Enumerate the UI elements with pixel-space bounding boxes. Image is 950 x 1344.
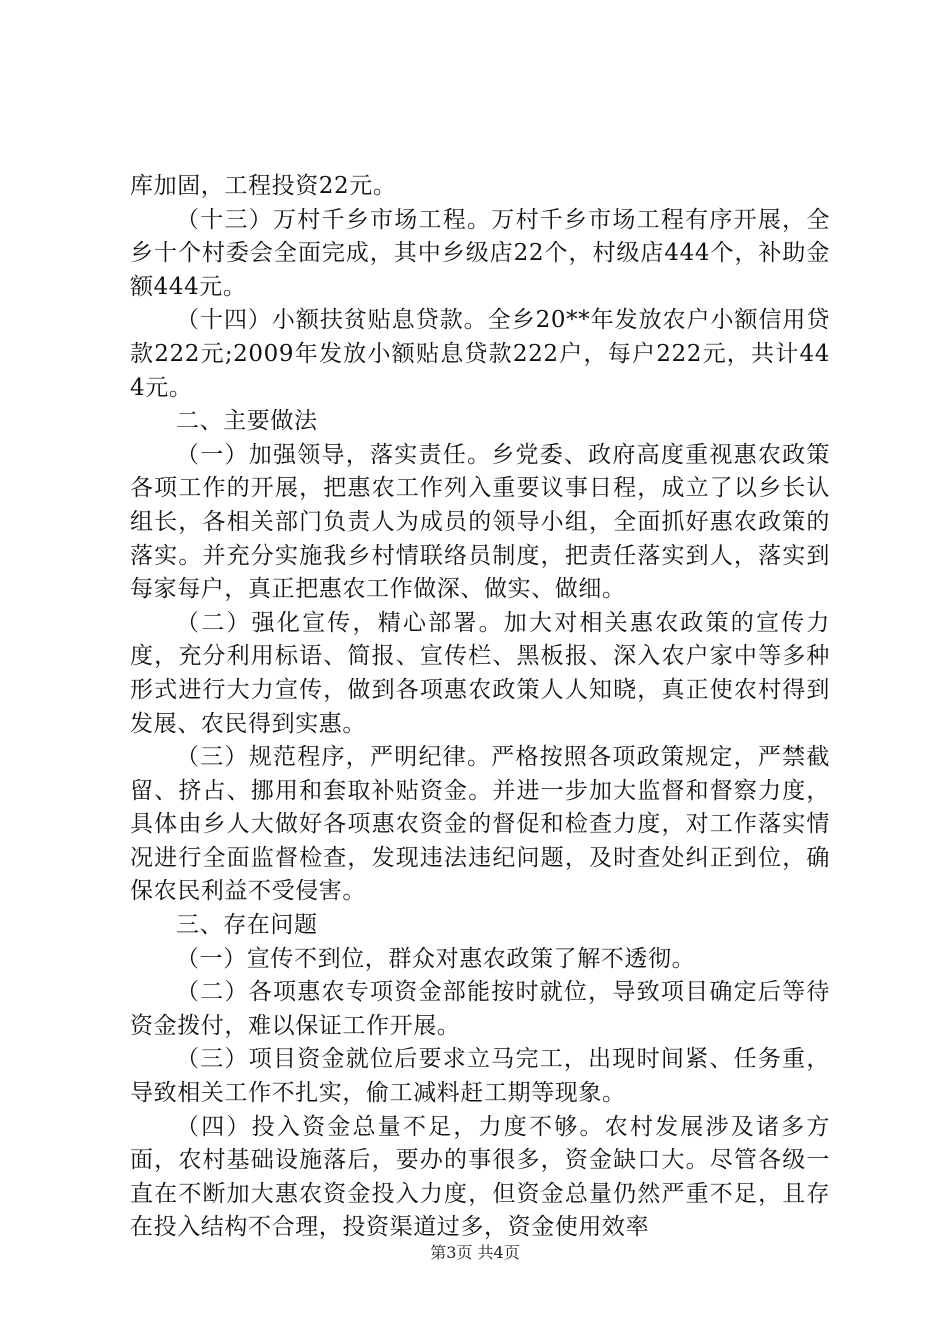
paragraph-problem-2: （二）各项惠农专项资金部能按时就位，导致项目确定后等待资金拨付，难以保证工作开展。 [130,979,830,1039]
paragraph-problem-4: （四）投入资金总量不足，力度不够。农村发展涉及诸多方面，农村基础设施落后，要办的事很多，资金缺口大。尽管各级一直在不断加大惠农资金投入力度，但资金总量仍然严重不足，且存在投入结构不合理，投资渠道过多，资金使用效率 [130,1113,830,1241]
paragraph-item-13: （十三）万村千乡市场工程。万村千乡市场工程有序开展，全乡十个村委会全面完成，其中乡级店22个，村级店444个，补助金额444元。 [130,206,830,300]
paragraph-item-14: （十四）小额扶贫贴息贷款。全乡20**年发放农户小额信用贷款222元;2009年发放小额贴息贷款222户，每户222元，共计444元。 [130,307,830,401]
page-footer [0,1243,950,1263]
paragraph-practice-1: （一）加强领导，落实责任。乡党委、政府高度重视惠农政策各项工作的开展，把惠农工作列入重要议事日程，成立了以乡长认组长，各相关部门负责人为成员的领导小组，全面抓好惠农政策的落实。并充分实施我乡村情联络员制度，把责任落实到人，落实到每家每户，真正把惠农工作做深、做实、做细。 [130,441,830,603]
paragraph-continuation: 库加固，工程投资22元。 [130,173,397,199]
section-heading-main-practices: 二、主要做法 [176,408,318,435]
section-heading-problems: 三、存在问题 [176,912,318,939]
paragraph-problem-3: （三）项目资金就位后要求立马完工，出现时间紧、任务重，导致相关工作不扎实，偷工减料赶工期等现象。 [130,1046,830,1107]
paragraph-problem-1: （一）宣传不到位，群众对惠农政策了解不透彻。 [176,945,696,972]
document-body [130,170,830,1245]
page-number-label: 第3页 共4页 [430,1243,520,1262]
paragraph-practice-3: （三）规范程序，严明纪律。严格按照各项政策规定，严禁截留、挤占、挪用和套取补贴资金。并进一步加大监督和督察力度，具体由乡人大做好各项惠农资金的督促和检查力度，对工作落实情况进行全面监督检查，发现违法违纪问题，及时查处纠正到位，确保农民利益不受侵害。 [130,744,830,905]
paragraph-practice-2: （二）强化宣传，精心部署。加大对相关惠农政策的宣传力度，充分利用标语、简报、宣传栏、黑板报、深入农户家中等多种形式进行大力宣传，做到各项惠农政策人人知晓，真正使农村得到发展、农民得到实惠。 [130,609,830,737]
